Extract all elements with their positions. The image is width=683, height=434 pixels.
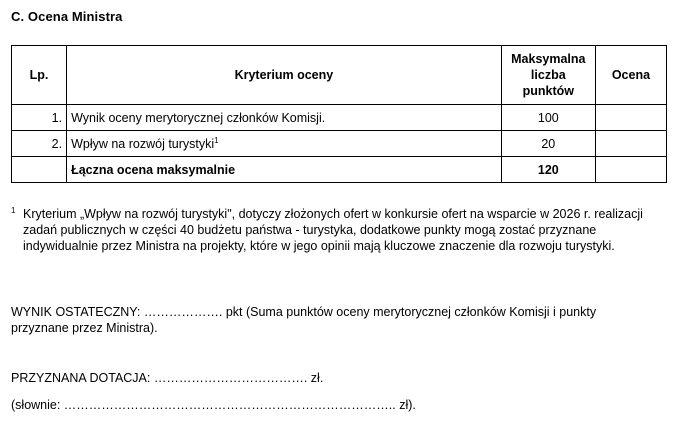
row-max-points: 20: [501, 131, 595, 157]
header-max-points: [501, 46, 595, 105]
granted-subsidy-text: PRZYZNANA DOTACJA: ………………………………. zł.: [11, 371, 324, 385]
total-label: Łączna ocena maksymalnie: [67, 157, 502, 183]
final-result-text: WYNIK OSTATECZNY: ………………. pkt (Suma punktów oceny merytorycznej członków Komisji i punkty przyznane przez Ministra).: [11, 305, 597, 335]
footnote-text: Kryterium „Wpływ na rozwój turystyki", dotyczy złożonych ofert w konkursie ofert na wsparcie w 2026 r. realizacji zadań publicznych w części 40 budżetu państwa - turystyka, dodatkowe punkty mogą zostać przyznane indywidualnie przez Ministra na projekty, które w jego opinii mają kluczowe znaczenie dla rozwoju turystyki.: [23, 207, 643, 253]
row-lp: 2.: [12, 131, 67, 157]
header-criterion: Kryterium oceny: [67, 46, 502, 105]
total-lp-empty: [12, 157, 67, 183]
footnote: [11, 206, 671, 254]
table-header-row: [12, 46, 667, 105]
header-max-line3: punktów: [522, 84, 574, 98]
header-max-line1: Maksymalna: [511, 52, 586, 66]
table-row: [12, 105, 667, 131]
row-criterion: Wynik oceny merytorycznej członków Komisji.: [67, 105, 502, 131]
total-score-cell[interactable]: [595, 157, 666, 183]
row-criterion: Wpływ na rozwój turystyki: [71, 136, 215, 151]
evaluation-table: [11, 45, 667, 183]
row-score-cell[interactable]: [595, 105, 666, 131]
row-max-points: 100: [501, 105, 595, 131]
row-lp: 1.: [12, 105, 67, 131]
amount-in-words-text: (słownie: …………………………………………………………………….. zł).: [11, 398, 416, 412]
footnote-mark: 1: [11, 206, 16, 215]
total-row: [12, 157, 667, 183]
header-lp: Lp.: [12, 46, 67, 105]
table-row: [12, 131, 667, 157]
header-max-line2: liczba: [530, 68, 566, 82]
footnote-reference: 1: [214, 135, 219, 145]
row-score-cell[interactable]: [595, 131, 666, 157]
total-max-points: 120: [501, 157, 595, 183]
section-title: C. Ocena Ministra: [11, 9, 123, 24]
row-criterion-cell: [67, 131, 502, 157]
header-score: Ocena: [595, 46, 666, 105]
